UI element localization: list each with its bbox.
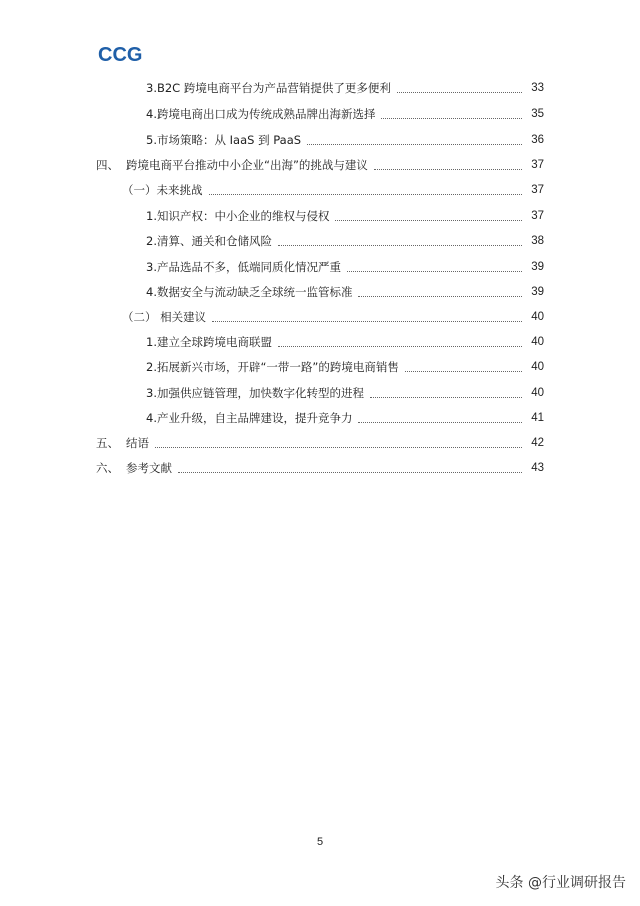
toc-entry[interactable] [122,307,544,327]
source-watermark: 头条 @行业调研报告 [495,875,626,891]
toc-entry-page: 42 [531,437,544,449]
toc-entry-page: 33 [531,82,544,94]
toc-entry[interactable] [146,231,544,251]
toc-entry[interactable] [96,433,544,453]
toc-entry[interactable] [146,206,544,226]
dot-leader [381,118,522,119]
toc-entry-title: 1.建立全球跨境电商联盟 [146,335,272,349]
dot-leader [278,346,522,347]
toc-entry-page: 37 [531,184,544,196]
toc-entry-number: 六、 [96,461,119,475]
toc-entry-number: 四、 [96,158,119,172]
toc-entry-title: （二） 相关建议 [122,310,207,324]
toc-entry[interactable] [146,257,544,277]
toc-entry-title: 1.知识产权：中小企业的维权与侵权 [146,209,330,223]
toc-entry[interactable] [96,458,544,478]
dot-leader [212,321,522,322]
toc-entry-page: 36 [531,134,544,146]
toc-entry-page: 40 [531,311,544,323]
toc-entry[interactable] [146,357,544,377]
toc-entry-page: 43 [531,462,544,474]
dot-leader [358,422,522,423]
dot-leader [370,397,522,398]
toc-entry-page: 39 [531,286,544,298]
dot-leader [358,296,522,297]
toc-entry-title: 4.数据安全与流动缺乏全球统一监管标准 [146,285,353,299]
toc-entry-title: 4.跨境电商出口成为传统成熟品牌出海新选择 [146,107,376,121]
toc-entry-title: 3.产品选品不多，低端同质化情况严重 [146,260,341,274]
toc-entry-number: 五、 [96,436,119,450]
toc-entry-page: 40 [531,387,544,399]
toc-entry-title: 2.拓展新兴市场，开辟“一带一路”的跨境电商销售 [146,360,399,374]
dot-leader [405,371,522,372]
toc-entry-page: 37 [531,210,544,222]
toc-entry-page: 39 [531,261,544,273]
toc-entry-title: 4.产业升级，自主品牌建设，提升竞争力 [146,411,353,425]
toc-entry-title: 跨境电商平台推动中小企业“出海”的挑战与建议 [126,158,368,172]
dot-leader [155,447,522,448]
toc-entry-page: 38 [531,235,544,247]
toc-entry-page: 40 [531,336,544,348]
dot-leader [307,144,522,145]
toc-entry-title: 结语 [126,436,149,450]
toc-entry-title: 参考文献 [126,461,172,475]
toc-entry-title: 3.B2C 跨境电商平台为产品营销提供了更多便利 [146,81,391,95]
toc-entry[interactable] [146,408,544,428]
toc-entry-title: 5.市场策略：从 IaaS 到 PaaS [146,133,302,147]
toc-entry-page: 35 [531,108,544,120]
dot-leader [374,169,522,170]
toc-entry[interactable] [96,155,544,175]
dot-leader [209,194,523,195]
dot-leader [335,220,522,221]
toc-entry-page: 37 [531,159,544,171]
page-number: 5 [316,836,324,848]
toc-entry[interactable] [146,383,544,403]
toc-entry[interactable] [146,130,544,150]
dot-leader [347,271,522,272]
dot-leader [178,472,522,473]
toc-entry[interactable] [146,332,544,352]
toc-entry-page: 41 [531,412,544,424]
toc-entry-title: （一）未来挑战 [122,183,203,197]
toc-entry-title: 3.加强供应链管理，加快数字化转型的进程 [146,386,364,400]
toc-entry-page: 40 [531,361,544,373]
toc-entry-title: 2.清算、通关和仓储风险 [146,234,272,248]
dot-leader [278,245,522,246]
dot-leader [397,92,522,93]
toc-entry[interactable] [146,78,544,98]
toc-entry[interactable] [146,282,544,302]
ccg-logo: CCG [98,44,143,66]
toc-entry[interactable] [146,104,544,124]
toc-entry[interactable] [122,180,544,200]
